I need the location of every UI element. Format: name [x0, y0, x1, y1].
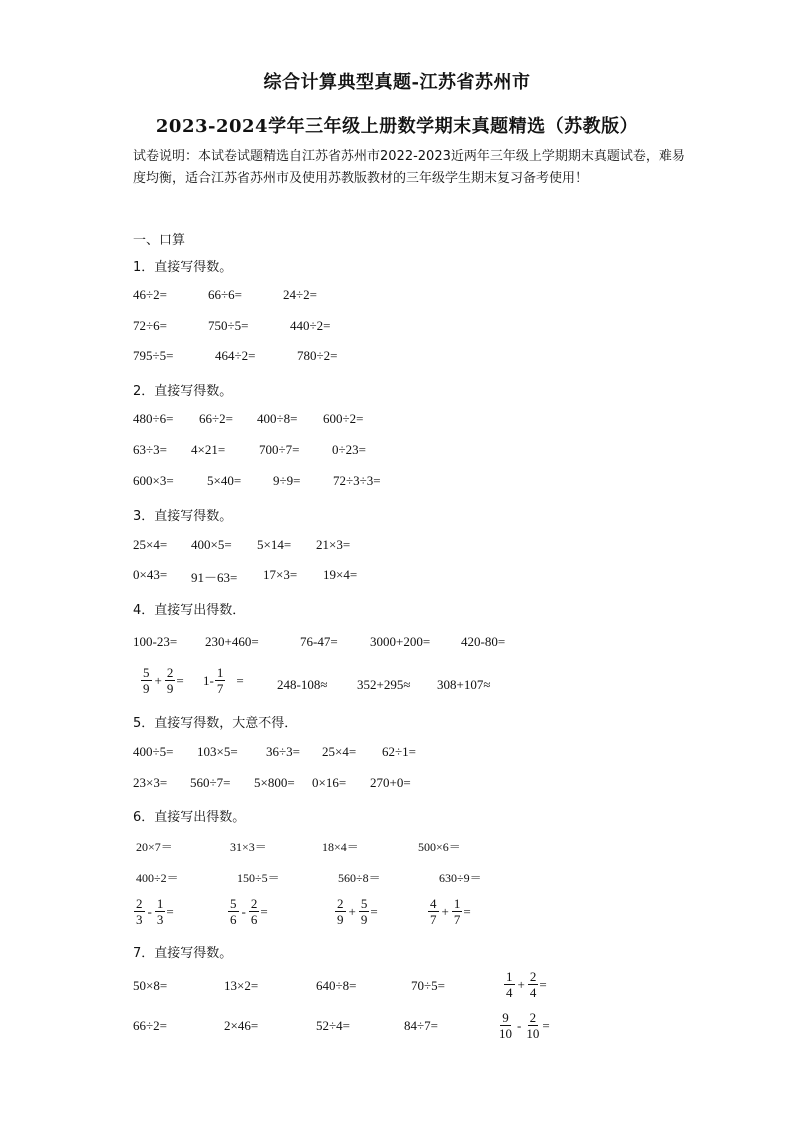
q7-item: 52÷4= — [316, 1018, 350, 1033]
q7-item: 70÷5= — [411, 978, 445, 993]
question-7-label: 7．直接写得数。 — [133, 946, 233, 961]
equals-sign: = — [539, 976, 547, 992]
q2-item: 5×40= — [207, 473, 242, 488]
numerator: 2 — [166, 665, 174, 680]
equals-sign: = — [236, 672, 244, 688]
q5-item: 5×800= — [254, 775, 295, 790]
q6-fraction-expr — [334, 896, 378, 927]
q7-fraction-expr — [496, 1010, 550, 1041]
q3-item: 19×4= — [323, 567, 358, 582]
equals-sign: = — [166, 903, 174, 919]
q4-item: 100-23= — [133, 634, 178, 649]
numerator: 2 — [529, 969, 537, 984]
equals-sign: = — [260, 903, 268, 919]
equals-sign: = — [463, 903, 471, 919]
q5-item: 0×16= — [312, 775, 347, 790]
q5-item: 62÷1= — [382, 744, 416, 759]
q2-item: 600÷2= — [323, 411, 364, 426]
numerator: 2 — [529, 1010, 537, 1025]
q2-item: 66÷2= — [199, 411, 233, 426]
denominator: 9 — [337, 912, 344, 927]
q7-fraction-expr — [503, 969, 547, 1000]
operator: + — [441, 903, 449, 919]
denominator: 4 — [506, 985, 513, 1000]
denominator: 4 — [529, 985, 537, 1000]
q3-item: 91－63= — [191, 570, 238, 585]
question-4-label: 4．直接写出得数． — [133, 603, 246, 618]
q1-item: 72÷6= — [133, 318, 167, 333]
q4-item: 352+295≈ — [357, 677, 411, 692]
q1-item: 440÷2= — [290, 318, 331, 333]
q4-fraction-expr — [140, 665, 184, 696]
denominator: 6 — [250, 912, 258, 927]
q6-item: 18×4＝ — [322, 840, 359, 854]
q2-item: 600×3= — [133, 473, 174, 488]
q6-fraction-expr — [133, 896, 174, 927]
q6-item: 20×7＝ — [136, 840, 173, 854]
q6-item: 630÷9＝ — [439, 871, 482, 885]
numerator: 2 — [337, 896, 344, 911]
denominator: 3 — [156, 912, 164, 927]
question-2-label: 2．直接写得数。 — [133, 384, 233, 399]
denominator: 7 — [453, 912, 461, 927]
q2-item: 700÷7= — [259, 442, 300, 457]
q6-fraction-expr — [227, 896, 268, 927]
q1-item: 464÷2= — [215, 348, 256, 363]
numerator: 1 — [216, 665, 224, 680]
denominator: 7 — [430, 912, 437, 927]
q6-item: 150÷5＝ — [237, 871, 280, 885]
q3-item: 5×14= — [257, 537, 292, 552]
q2-item: 480÷6= — [133, 411, 174, 426]
q5-item: 400÷5= — [133, 744, 174, 759]
q7-item: 84÷7= — [404, 1018, 438, 1033]
q2-item: 9÷9= — [273, 473, 301, 488]
denominator: 10 — [526, 1026, 540, 1041]
q2-item: 0÷23= — [332, 442, 366, 457]
question-5-label: 5．直接写得数，大意不得． — [133, 716, 298, 731]
whole-part: 1- — [203, 672, 214, 688]
q4-mixed-expr — [203, 665, 244, 696]
numerator: 9 — [502, 1010, 509, 1025]
q2-item: 400÷8= — [257, 411, 298, 426]
q6-item: 400÷2＝ — [136, 871, 179, 885]
denominator: 6 — [230, 912, 237, 927]
denominator: 7 — [216, 681, 224, 696]
q5-item: 560÷7= — [190, 775, 231, 790]
operator: + — [517, 976, 525, 992]
q4-item: 248-108≈ — [277, 677, 328, 692]
q6-item: 500×6＝ — [418, 840, 461, 854]
section-oral-calc: 一、口算 — [133, 233, 186, 248]
numerator: 2 — [136, 896, 143, 911]
q3-item: 0×43= — [133, 567, 168, 582]
q2-item: 4×21= — [191, 442, 226, 457]
numerator: 1 — [453, 896, 461, 911]
numerator: 5 — [360, 896, 368, 911]
q3-item: 17×3= — [263, 567, 298, 582]
q3-item: 25×4= — [133, 537, 168, 552]
operator: + — [348, 903, 356, 919]
q7-item: 13×2= — [224, 978, 259, 993]
q5-item: 270+0= — [370, 775, 411, 790]
numerator: 5 — [230, 896, 237, 911]
equals-sign: = — [542, 1017, 550, 1033]
operator: + — [154, 672, 162, 688]
numerator: 4 — [430, 896, 437, 911]
q4-item: 308+107≈ — [437, 677, 491, 692]
denominator: 3 — [136, 912, 143, 927]
q5-item: 36÷3= — [266, 744, 300, 759]
doc-title-line2: 2023-2024学年三年级上册数学期末真题精选（苏教版） — [155, 116, 639, 137]
q7-item: 2×46= — [224, 1018, 259, 1033]
q6-item: 31×3＝ — [230, 840, 267, 854]
exam-description: 试卷说明：本试卷试题精选自江苏省苏州市2022-2023近两年三年级上学期期末真题试卷，难易度均衡，适合江苏省苏州市及使用苏教版教材的三年级学生期末复习备考使用！ — [133, 149, 685, 186]
q5-item: 23×3= — [133, 775, 168, 790]
q5-item: 103×5= — [197, 744, 238, 759]
q7-item: 50×8= — [133, 978, 168, 993]
question-1-label: 1．直接写得数。 — [133, 260, 233, 275]
q1-item: 795÷5= — [133, 348, 174, 363]
equals-sign: = — [370, 903, 378, 919]
denominator: 9 — [360, 912, 368, 927]
q4-item: 3000+200= — [370, 634, 431, 649]
numerator: 1 — [506, 969, 513, 984]
q1-item: 750÷5= — [208, 318, 249, 333]
q4-item: 230+460= — [205, 634, 259, 649]
operator: - — [147, 903, 152, 919]
q7-item: 66÷2= — [133, 1018, 167, 1033]
denominator: 10 — [499, 1026, 512, 1041]
q1-item: 66÷6= — [208, 287, 242, 302]
operator: - — [241, 903, 246, 919]
q3-item: 21×3= — [316, 537, 351, 552]
q6-item: 560÷8＝ — [338, 871, 381, 885]
q3-item: 400×5= — [191, 537, 232, 552]
question-3-label: 3．直接写得数。 — [133, 509, 233, 524]
q2-item: 63÷3= — [133, 442, 167, 457]
denominator: 9 — [166, 681, 174, 696]
numerator: 2 — [250, 896, 258, 911]
operator: - — [517, 1017, 522, 1033]
q1-item: 24÷2= — [283, 287, 317, 302]
q1-item: 46÷2= — [133, 287, 167, 302]
numerator: 1 — [156, 896, 164, 911]
q5-item: 25×4= — [322, 744, 357, 759]
question-6-label: 6．直接写出得数。 — [133, 810, 246, 825]
denominator: 9 — [143, 681, 150, 696]
q4-item: 420-80= — [461, 634, 506, 649]
doc-title-line1: 综合计算典型真题-江苏省苏州市 — [263, 72, 531, 93]
numerator: 5 — [143, 665, 150, 680]
q1-item: 780÷2= — [297, 348, 338, 363]
q7-item: 640÷8= — [316, 978, 357, 993]
equals-sign: = — [176, 672, 184, 688]
q4-item: 76-47= — [300, 634, 338, 649]
q2-item: 72÷3÷3= — [333, 473, 381, 488]
q6-fraction-expr — [427, 896, 471, 927]
